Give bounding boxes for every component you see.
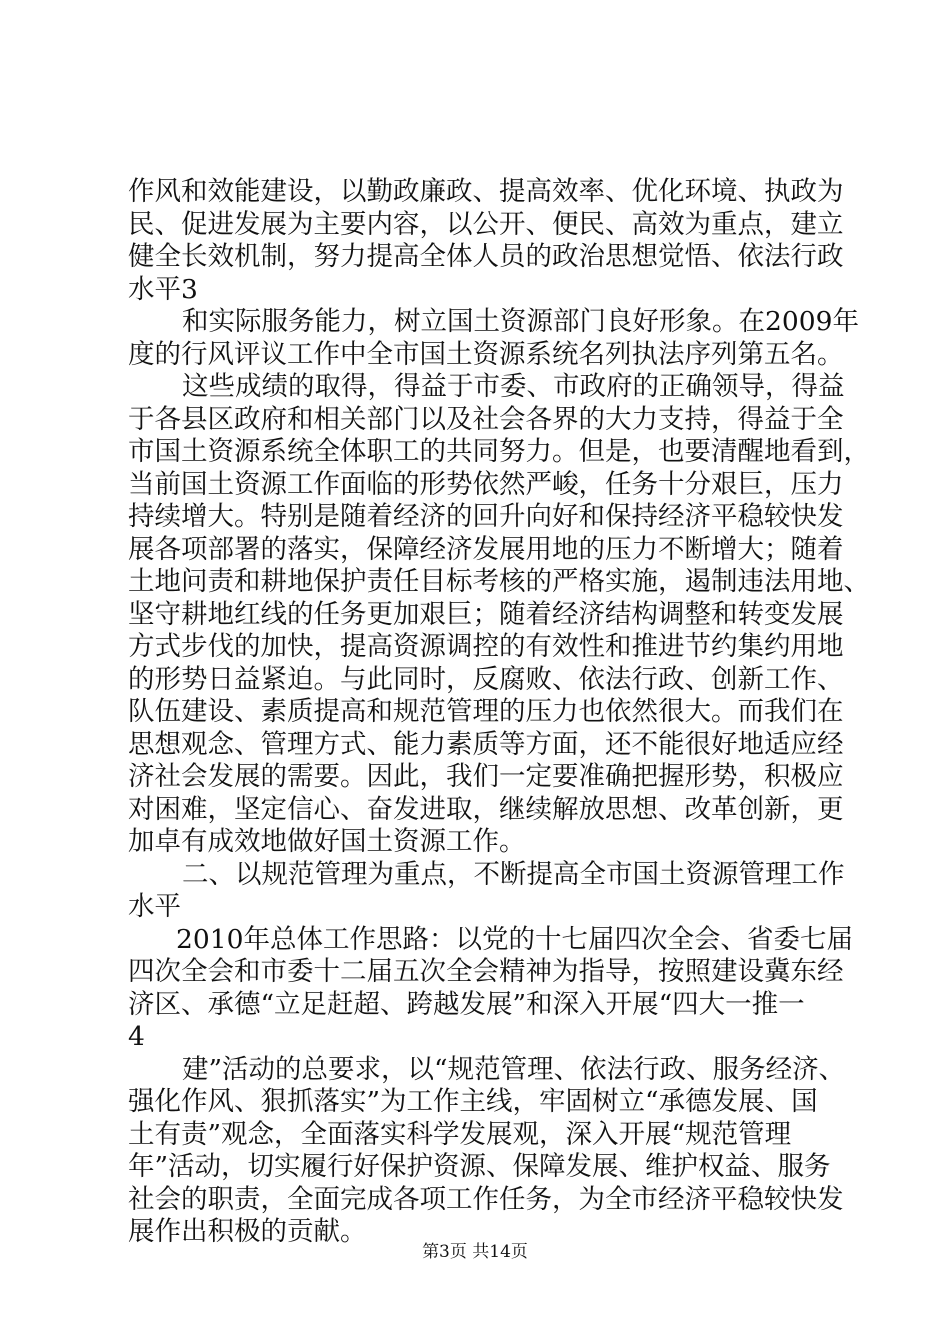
text-line: 持续增大。特别是随着经济的回升向好和保持经济平稳较快发 [128,501,844,532]
text-line: 强化作风、狠抓落实”为工作主线，牢固树立“承德发展、国 [128,1086,818,1117]
text-line: 济区、承德“立足赶超、跨越发展”和深入开展“四大一推一 [128,988,805,1020]
text-line: 展各项部署的落实，保障经济发展用地的压力不断增大；随着 [128,533,844,565]
text-line: 当前国土资源工作面临的形势依然严峻，任务十分艰巨，压力 [128,468,844,500]
text-line: 对困难，坚定信心、奋发进取，继续解放思想、改革创新，更 [128,793,844,825]
section-heading-line: 二、以规范管理为重点，不断提高全市国土资源管理工作 [182,858,845,890]
document-body [128,176,870,1249]
text-line: 和实际服务能力，树立国土资源部门良好形象。在2009年 [182,306,859,337]
text-line: 市国土资源系统全体职工的共同努力。但是，也要清醒地看到， [128,436,870,467]
text-line: 年”活动，切实履行好保护资源、保障发展、维护权益、服务 [128,1151,831,1182]
text-line: 的形势日益紧迫。与此同时，反腐败、依法行政、创新工作、 [128,663,844,695]
text-line: 济社会发展的需要。因此，我们一定要准确把握形势，积极应 [128,761,844,792]
text-line: 健全长效机制，努力提高全体人员的政治思想觉悟、依法行政 [128,241,844,272]
text-line: 四次全会和市委十二届五次全会精神为指导，按照建设冀东经 [128,956,844,987]
text-line: 度的行风评议工作中全市国土资源系统名列执法序列第五名。 [128,338,844,370]
text-line: 展作出积极的贡献。 [128,1216,367,1247]
text-line: 作风和效能建设，以勤政廉政、提高效率、优化环境、执政为 [128,176,844,207]
text-line: 土地问责和耕地保护责任目标考核的严格实施，遏制违法用地、 [128,566,870,597]
text-line: 土有责”观念，全面落实科学发展观，深入开展“规范管理 [128,1118,792,1150]
text-line: 方式步伐的加快，提高资源调控的有效性和推进节约集约用地 [128,631,844,662]
text-line: 2010年总体工作思路：以党的十七届四次全会、省委七届 [176,923,853,955]
text-line: 思想观念、管理方式、能力素质等方面，还不能很好地适应经 [128,728,844,760]
text-line: 4 [128,1021,145,1052]
page-number-footer: 第3页 共14页 [422,1242,528,1262]
text-line: 水平3 [128,273,198,305]
text-line: 民、促进发展为主要内容，以公开、便民、高效为重点，建立 [128,208,844,240]
text-line: 于各县区政府和相关部门以及社会各界的大力支持，得益于全 [128,403,844,435]
text-line: 加卓有成效地做好国土资源工作。 [128,826,526,857]
text-line: 这些成绩的取得，得益于市委、市政府的正确领导，得益 [182,371,845,402]
text-line: 队伍建设、素质提高和规范管理的压力也依然很大。而我们在 [128,696,844,727]
text-line: 社会的职责，全面完成各项工作任务，为全市经济平稳较快发 [128,1183,844,1215]
text-line: 坚守耕地红线的任务更加艰巨；随着经济结构调整和转变发展 [128,598,844,630]
section-heading-line: 水平 [128,891,181,922]
text-line: 建”活动的总要求，以“规范管理、依法行政、服务经济、 [182,1053,846,1085]
